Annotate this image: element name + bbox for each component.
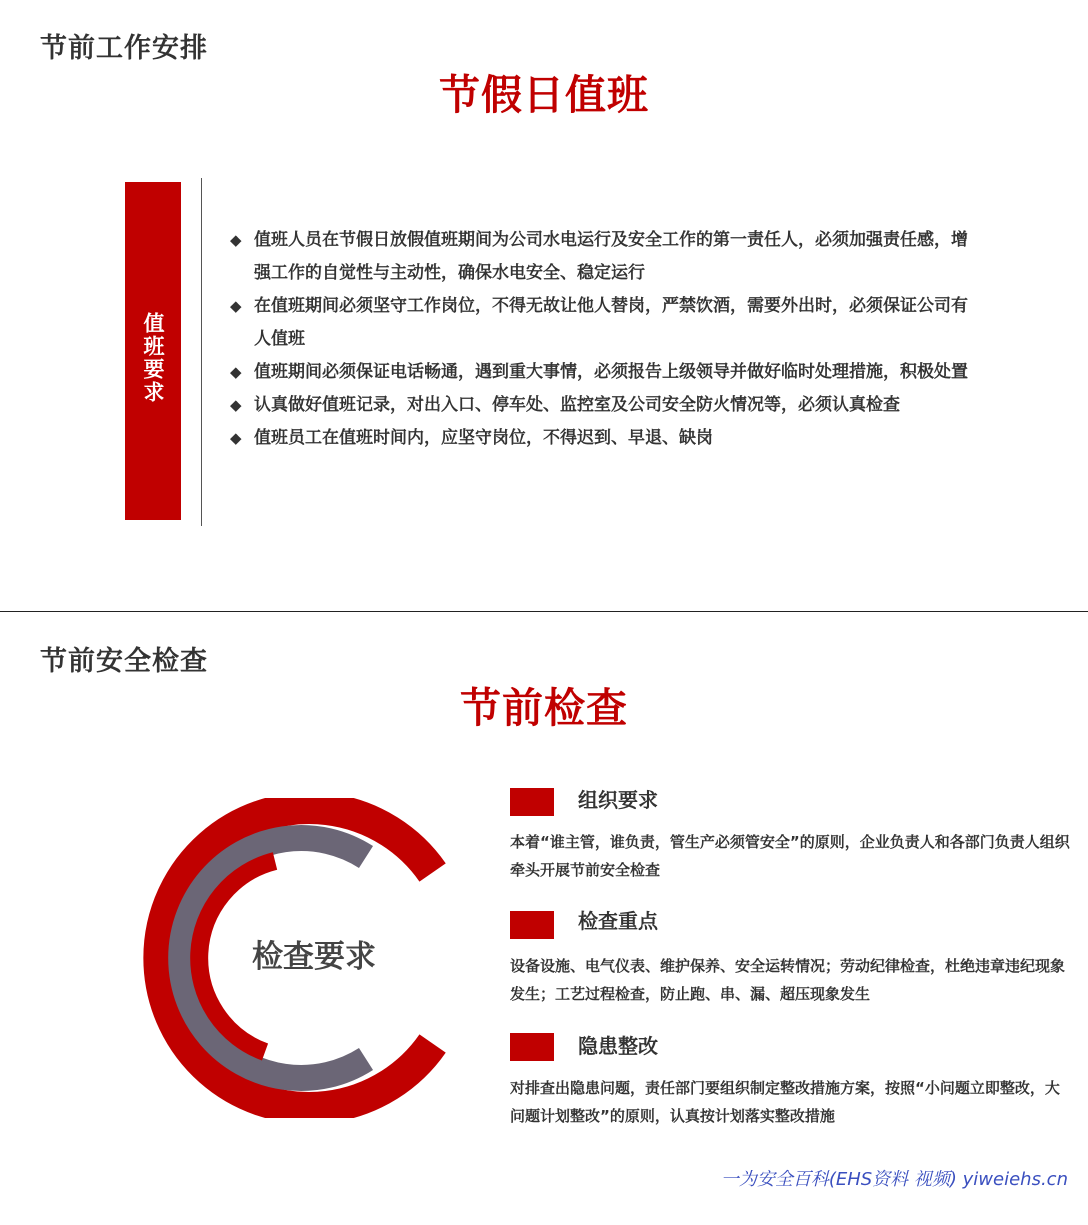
main-title: 节前检查	[460, 684, 628, 732]
watermark: 一为安全百科(EHS资料 视频) yiweiehs.cn	[720, 1169, 1068, 1190]
diamond-bullet-icon: ◆	[230, 231, 242, 249]
list-item	[230, 356, 970, 389]
requirement-title: 组织要求	[578, 788, 658, 812]
duty-list	[230, 224, 970, 455]
requirement-title: 隐患整改	[578, 1034, 658, 1058]
requirement-marker	[510, 911, 554, 939]
slide-pre-holiday-check	[0, 613, 1088, 1225]
diamond-bullet-icon: ◆	[230, 396, 242, 414]
diamond-bullet-icon: ◆	[230, 429, 242, 447]
requirement-marker	[510, 788, 554, 816]
duty-text: 值班员工在值班时间内，应坚守岗位，不得迟到、早退、缺岗	[254, 428, 713, 448]
side-label: 值班要求	[141, 312, 165, 404]
requirement-marker	[510, 1033, 554, 1061]
section-title: 节前安全检查	[40, 646, 208, 677]
diamond-bullet-icon: ◆	[230, 363, 242, 381]
list-item	[230, 290, 970, 356]
requirement-body: 对排查出隐患问题，责任部门要组织制定整改措施方案，按照“小问题立即整改，大问题计划整改”的原则，认真按计划落实整改措施	[510, 1079, 1060, 1125]
slide-holiday-duty	[0, 0, 1088, 612]
list-item	[230, 224, 970, 290]
duty-text: 值班期间必须保证电话畅通，遇到重大事情，必须报告上级领导并做好临时处理措施，积极处置	[254, 362, 968, 382]
duty-text: 值班人员在节假日放假值班期间为公司水电运行及安全工作的第一责任人，必须加强责任感，增强工作的自觉性与主动性，确保水电安全、稳定运行	[254, 230, 968, 283]
main-title: 节假日值班	[439, 71, 649, 119]
diamond-bullet-icon: ◆	[230, 297, 242, 315]
requirement-body: 设备设施、电气仪表、维护保养、安全运转情况；劳动纪律检查，杜绝违章违纪现象发生；工艺过程检查，防止跑、串、漏、超压现象发生	[510, 957, 1066, 1003]
vertical-divider	[201, 178, 202, 526]
side-label-box	[125, 182, 181, 520]
list-item	[230, 389, 970, 422]
ring-label: 检查要求	[252, 939, 376, 975]
slide-divider	[0, 611, 1088, 612]
list-item	[230, 422, 970, 455]
requirement-title: 检查重点	[578, 909, 658, 933]
section-title: 节前工作安排	[40, 33, 208, 64]
duty-text: 在值班期间必须坚守工作岗位，不得无故让他人替岗，严禁饮酒，需要外出时，必须保证公司有人值班	[254, 296, 968, 349]
duty-text: 认真做好值班记录，对出入口、停车处、监控室及公司安全防火情况等，必须认真检查	[254, 395, 900, 415]
requirement-body: 本着“谁主管，谁负责，管生产必须管安全”的原则，企业负责人和各部门负责人组织牵头开展节前安全检查	[510, 833, 1070, 879]
